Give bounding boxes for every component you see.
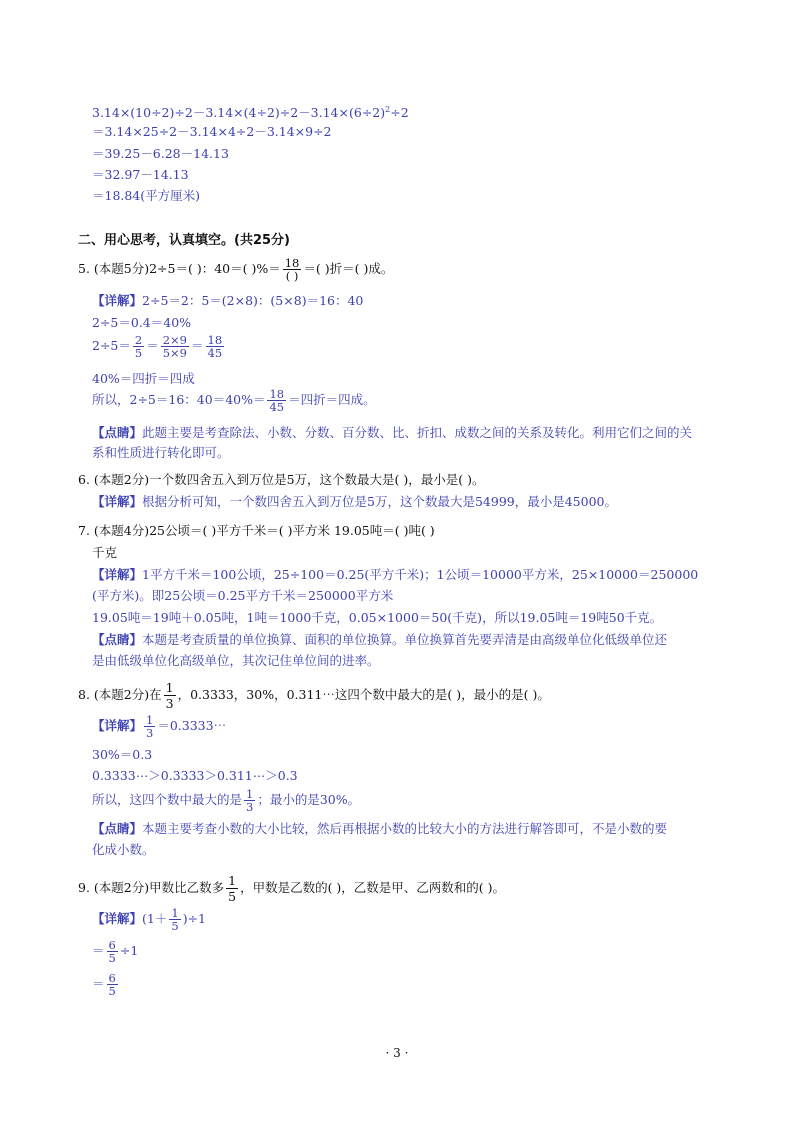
question-5: 5. (本题5分)2÷5＝( )：40＝( )%＝ $\frac{18}{( )}$ ＝( )折＝( )成。 (78, 256, 394, 283)
q5-point-1: 【点睛】此题主要是考查除法、小数、分数、百分数、比、折扣、成数之间的关系及转化。利用它们之间的关 (92, 425, 693, 440)
q5-detail-3: 2÷5＝ $\frac{2}{5}$ ＝ $\frac{2\times 9}{5\times 9}$ ＝ $\frac{18}{45}$ (92, 333, 223, 360)
q5-detail-2: 2÷5＝0.4＝40% (92, 315, 192, 330)
calc-line-4: ＝32.97－14.13 (92, 167, 189, 182)
q6-detail: 【详解】根据分析可知，一个数四舍五入到万位是5万，这个数最大是54999，最小是45000。 (92, 494, 617, 509)
q9-detail-2: ＝ $\frac{6}{5}$ ÷1 (92, 938, 139, 965)
calc-line-3: ＝39.25－6.28－14.13 (92, 146, 229, 161)
section-title: 二、用心思考，认真填空。(共25分) (78, 233, 290, 248)
q8-detail-3: 0.3333⋯＞0.3333＞0.311⋯＞0.3 (92, 768, 298, 783)
q5-detail-1: 【详解】2÷5＝2：5＝(2×8)：(5×8)＝16：40 (92, 293, 364, 308)
q7-detail-1: 【详解】1平方千米＝100公顷，25÷100＝0.25(平方千米)；1公顷＝10000平方米，25×10000＝250000 (92, 567, 699, 582)
question-9: 9. (本题2分)甲数比乙数多 $\frac{1}{5}$ ，甲数是乙数的( )，乙数是甲、乙两数和的( )。 (78, 873, 506, 904)
q8-point-1: 【点睛】本题主要考查小数的大小比较，然后再根据小数的比较大小的方法进行解答即可，不是小数的要 (92, 821, 668, 836)
q8-detail-1: 【详解】 $\frac{1}{3}$ ＝0.3333⋯ (92, 713, 227, 740)
calc-line-2: ＝3.14×25÷2－3.14×4÷2－3.14×9÷2 (92, 124, 332, 139)
page-number: · 3 · (385, 1046, 409, 1060)
q5-detail-5: 所以，2÷5＝16：40＝40%＝ $\frac{18}{45}$ ＝四折＝四成。 (92, 387, 376, 414)
q7-detail-3: 19.05吨＝19吨＋0.05吨，1吨＝1000千克，0.05×1000＝50(千克)，所以19.05吨＝19吨50千克。 (92, 610, 663, 625)
q7-point-2: 是由低级单位化高级单位，其次记住单位间的进率。 (92, 653, 380, 668)
q5-detail-4: 40%＝四折＝四成 (92, 371, 195, 386)
q8-detail-4: 所以，这四个数中最大的是 $\frac{1}{3}$ ；最小的是30%。 (92, 787, 361, 814)
q5-point-2: 系和性质进行转化即可。 (92, 445, 230, 460)
question-8: 8. (本题2分)在 $\frac{1}{3}$ ，0.3333，30%，0.311⋯这四个数中最大的是( )，最小的是( )。 (78, 680, 550, 711)
q7-detail-2: (平方米)。即25公顷＝0.25平方千米＝250000平方米 (92, 588, 394, 603)
q8-detail-2: 30%＝0.3 (92, 747, 153, 762)
q9-detail-3: ＝ $\frac{6}{5}$ (92, 971, 116, 998)
calc-line-5: ＝18.84(平方厘米) (92, 188, 201, 203)
question-7-cont: 千克 (92, 545, 118, 560)
q7-point-1: 【点睛】本题是考查质量的单位换算、面积的单位换算。单位换算首先要弄清是由高级单位化低级单位还 (92, 632, 668, 647)
calc-line-1: $3.14\times(10\div 2)\div 2-3.14\times(4\div 2)\div 2-3.14\times(6\div 2)^2\div 2$ (92, 105, 409, 121)
question-7: 7. (本题4分)25公顷＝( )平方千米＝( )平方米 19.05吨＝( )吨( ) (78, 523, 435, 538)
q9-detail-1: 【详解】(1＋ $\frac{1}{5}$ )÷1 (92, 906, 206, 933)
question-6: 6. (本题2分)一个数四舍五入到万位是5万，这个数最大是( )，最小是( )。 (78, 472, 485, 487)
q8-point-2: 化成小数。 (92, 842, 155, 857)
